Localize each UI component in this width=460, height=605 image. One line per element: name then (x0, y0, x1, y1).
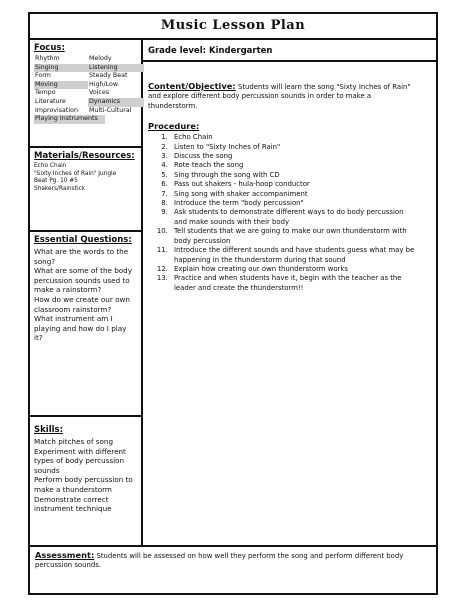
focus-item: Moving (34, 81, 88, 90)
procedure-step-line: 13. Practice and when students have it, begin with the teacher as the (174, 274, 402, 283)
focus-item: Dynamics (88, 98, 144, 107)
material-item: Echo Chain (34, 163, 67, 169)
procedure-heading: Procedure: (148, 121, 200, 132)
procedure-step (170, 190, 431, 199)
skill-line: Experiment with different (34, 446, 126, 456)
procedure-step-line: body percussion (174, 236, 231, 245)
procedure-step (170, 199, 431, 208)
main-content (143, 66, 436, 544)
essential-questions-heading: Essential Questions: (34, 235, 132, 245)
assessment-line: Students will be assessed on how well they perform the song and perform different body (96, 552, 404, 560)
procedure-step-line: 9. Ask students to demonstrate different ways to do body percussion (174, 208, 404, 217)
focus-item: Listening (88, 64, 144, 73)
objective-line: Students will learn the song "Sixty Inches of Rain" (237, 83, 411, 91)
question-line: song? (34, 256, 56, 266)
essential-questions-list (34, 247, 137, 343)
procedure-step (170, 246, 431, 265)
procedure-step (170, 171, 431, 180)
procedure-step (170, 161, 431, 170)
focus-item: Steady Beat (89, 72, 128, 80)
procedure-step-line: 7. Sing song with shaker accompaniment (174, 189, 308, 198)
focus-item: Improvisation (35, 106, 78, 114)
materials-section (30, 148, 141, 232)
procedure-step-line: 10. Tell students that we are going to make our own thunderstorm with (174, 227, 407, 236)
assessment-continuation (35, 561, 431, 570)
material-item: Shakers/Rainstick (34, 185, 86, 192)
skill-line: make a thunderstorm (34, 484, 112, 494)
focus-item: Tempo (35, 89, 56, 97)
procedure-step-line: and make sounds with their body (174, 217, 290, 226)
objective-text-line: thunderstorm. (148, 101, 198, 110)
procedure-step-line: 5. Sing through the song with CD (174, 170, 280, 179)
procedure-step-line: happening in the thunderstorm during that sound (174, 255, 346, 264)
focus-heading: Focus: (34, 43, 65, 53)
procedure-step (170, 274, 431, 293)
procedure-step-line: leader and create the thunderstorm!! (174, 283, 304, 292)
skill-line: Perform body percussion to (34, 475, 133, 485)
materials-heading: Materials/Resources: (34, 151, 135, 161)
assessment-heading: Assessment: (35, 550, 95, 560)
skill-line: sounds (34, 465, 60, 475)
focus-item: Form (35, 72, 51, 80)
procedure-step (170, 227, 431, 246)
procedure-step-line: 3. Discuss the song (174, 152, 233, 161)
material-item: "Sixty Inches of Rain" Jungle (34, 170, 117, 177)
focus-item: Multi-Cultural (89, 106, 132, 114)
lesson-plan-page (28, 12, 438, 595)
procedure-step (170, 208, 431, 227)
focus-grid (34, 55, 137, 124)
grade-level-value: Kindergarten (208, 46, 273, 56)
procedure-list (148, 133, 431, 293)
skill-line: types of body percussion (34, 456, 125, 466)
procedure-step (170, 265, 431, 274)
focus-item: Rhythm (35, 55, 60, 62)
material-item: Beat Pg. 10 #5 (34, 178, 78, 185)
question-line: classroom rainstorm? (34, 304, 112, 314)
grade-level (143, 40, 436, 62)
question-line: How do we create our own (34, 294, 130, 304)
procedure-step-line: 11. Introduce the different sounds and have students guess what may be (174, 246, 415, 255)
skill-line: instrument technique (34, 504, 112, 514)
procedure-step-line: 1. Echo Chain (174, 133, 213, 142)
skills-section (30, 417, 141, 545)
left-column (30, 40, 143, 545)
question-line: playing and how do I play (34, 323, 127, 333)
question-line: it? (34, 333, 43, 343)
procedure-step-line: 4. Rote teach the song (174, 161, 244, 170)
question-line: make a rainstorm? (34, 285, 102, 295)
materials-list (34, 163, 137, 193)
objective-paragraph (148, 82, 431, 111)
focus-item: Playing Instruments (34, 115, 105, 124)
skills-list (34, 437, 137, 514)
procedure-step (170, 152, 431, 161)
objective-continuation (148, 92, 431, 111)
focus-item: Melody (89, 55, 112, 62)
procedure-step-line: 8. Introduce the term "body percussion" (174, 199, 304, 208)
procedure-step (170, 180, 431, 189)
grade-level-label: Grade level: (148, 46, 207, 56)
objective-heading: Content/Objective: (148, 81, 236, 91)
skills-heading: Skills: (34, 425, 63, 435)
procedure-step (170, 143, 431, 152)
page-title: Music Lesson Plan (30, 14, 436, 40)
assessment-text-line: percussion sounds. (35, 561, 102, 570)
question-line: What instrument am I (34, 314, 113, 324)
skill-line: Demonstrate correct (34, 494, 109, 504)
question-line: What are some of the body (34, 266, 132, 276)
essential-questions-section (30, 232, 141, 417)
right-column (143, 40, 436, 545)
focus-item: Singing (34, 64, 88, 73)
procedure-step-line: 6. Pass out shakers - hula-hoop conductor (174, 180, 310, 189)
procedure-step-line: 12. Explain how creating our own thunderstorm works (174, 264, 348, 273)
focus-item: Literature (35, 97, 66, 105)
question-line: percussion sounds used to (34, 275, 130, 285)
focus-item: Voices (89, 89, 110, 97)
assessment-section (30, 545, 436, 593)
objective-text-line: and explore different body percussion sounds in order to make a (148, 92, 372, 101)
focus-item: High/Low (89, 80, 118, 88)
skill-line: Match pitches of song (34, 437, 114, 446)
assessment-paragraph (35, 551, 431, 571)
question-line: What are the words to the (34, 247, 129, 256)
procedure-step (170, 133, 431, 142)
procedure-step-line: 2. Listen to "Sixty Inches of Rain" (174, 142, 281, 151)
focus-section (30, 40, 141, 148)
